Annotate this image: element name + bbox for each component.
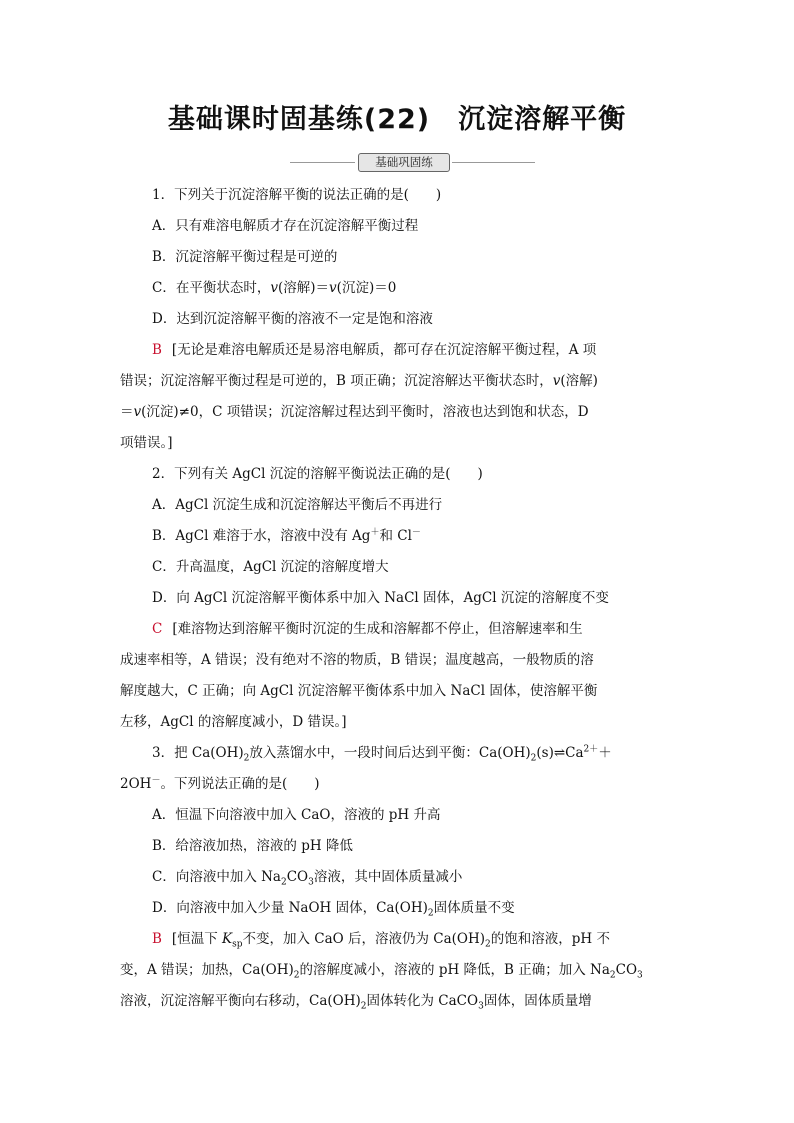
question-2-option-a: A．AgCl 沉淀生成和沉淀溶解达平衡后不再进行 [152,497,443,513]
question-1-option-d: D．达到沉淀溶解平衡的溶液不一定是饱和溶液 [152,311,433,327]
section-divider-left [290,162,355,163]
question-2-option-c: C．升高温度，AgCl 沉淀的溶解度增大 [152,559,389,575]
question-1-stem: 1．下列关于沉淀溶解平衡的说法正确的是( ) [152,187,442,203]
question-2-stem: 2．下列有关 AgCl 沉淀的溶解平衡说法正确的是( ) [152,466,483,482]
question-1-answer: B [无论是难溶电解质还是易溶电解质，都可存在沉淀溶解平衡过程，A 项 [152,342,597,358]
question-3-stem: 3．把 $Ca(OH)_2$放入蒸馏水中，一段时间后达到平衡：$Ca(OH)_2(s)\rightleftharpoons Ca^{2+}+$ [152,744,612,764]
question-3-explanation: 变，A 错误；加热，$Ca(OH)_2$的溶解度减小，溶液的 pH 降低，B 正确；加入 $Na_2CO_3$ [120,962,643,981]
answer-letter: B [152,342,162,358]
question-2-explanation: 解度越大，C 正确；向 AgCl 沉淀溶解平衡体系中加入 NaCl 固体，使溶解平衡 [120,683,598,699]
answer-letter: C [152,621,163,637]
question-3-option-b: B．给溶液加热，溶液的 pH 降低 [152,838,353,854]
question-1-option-a: A．只有难溶电解质才存在沉淀溶解平衡过程 [152,218,419,234]
question-3-stem-cont: 2OH－。下列说法正确的是( ) [120,775,320,792]
question-1-explanation: 项错误。] [120,435,173,451]
question-3-option-a: A．恒温下向溶液中加入 CaO，溶液的 pH 升高 [152,807,441,823]
section-divider-right [452,162,535,163]
answer-letter: B [152,931,162,947]
page-title: 基础课时固基练(22) 沉淀溶解平衡 [167,104,627,135]
question-2-option-d: D．向 AgCl 沉淀溶解平衡体系中加入 NaCl 固体，AgCl 沉淀的溶解度不变 [152,590,609,606]
question-1-option-c: C．在平衡状态时，v(溶解)＝v(沉淀)＝0 [152,280,397,296]
question-1-option-b: B．沉淀溶解平衡过程是可逆的 [152,249,338,265]
question-3-option-d: D．向溶液中加入少量 NaOH 固体，$Ca(OH)_2$固体质量不变 [152,900,515,919]
question-3-option-c: C．向溶液中加入 $Na_2CO_3$溶液，其中固体质量减小 [152,869,463,888]
section-badge: 基础巩固练 [358,153,450,172]
question-3-explanation: 溶液，沉淀溶解平衡向右移动，$Ca(OH)_2$固体转化为 CaCO$_3$固体，固体质量增 [120,993,592,1012]
section-header [290,152,535,172]
question-2-explanation: 左移，AgCl 的溶解度减小，D 错误。] [120,714,347,730]
question-2-option-b: B．AgCl 难溶于水，溶液中没有 Ag＋和 Cl－ [152,527,421,544]
question-1-explanation: ＝v(沉淀)≠0，C 项错误；沉淀溶解过程达到平衡时，溶液也达到饱和状态，D [120,404,589,420]
question-3-answer: B [恒温下 $K_{sp}$不变，加入 CaO 后，溶液仍为 $Ca(OH)_2$的饱和溶液，pH 不 [152,931,610,950]
question-2-explanation: 成速率相等，A 错误；没有绝对不溶的物质，B 错误；温度越高，一般物质的溶 [120,652,594,668]
question-2-answer: C [难溶物达到溶解平衡时沉淀的生成和溶解都不停止，但溶解速率和生 [152,621,583,637]
equilibrium-arrow: ⇌ [553,745,566,761]
question-1-explanation: 错误；沉淀溶解平衡过程是可逆的，B 项正确；沉淀溶解达平衡状态时，v(溶解) [120,373,598,389]
question-list [120,180,680,1017]
